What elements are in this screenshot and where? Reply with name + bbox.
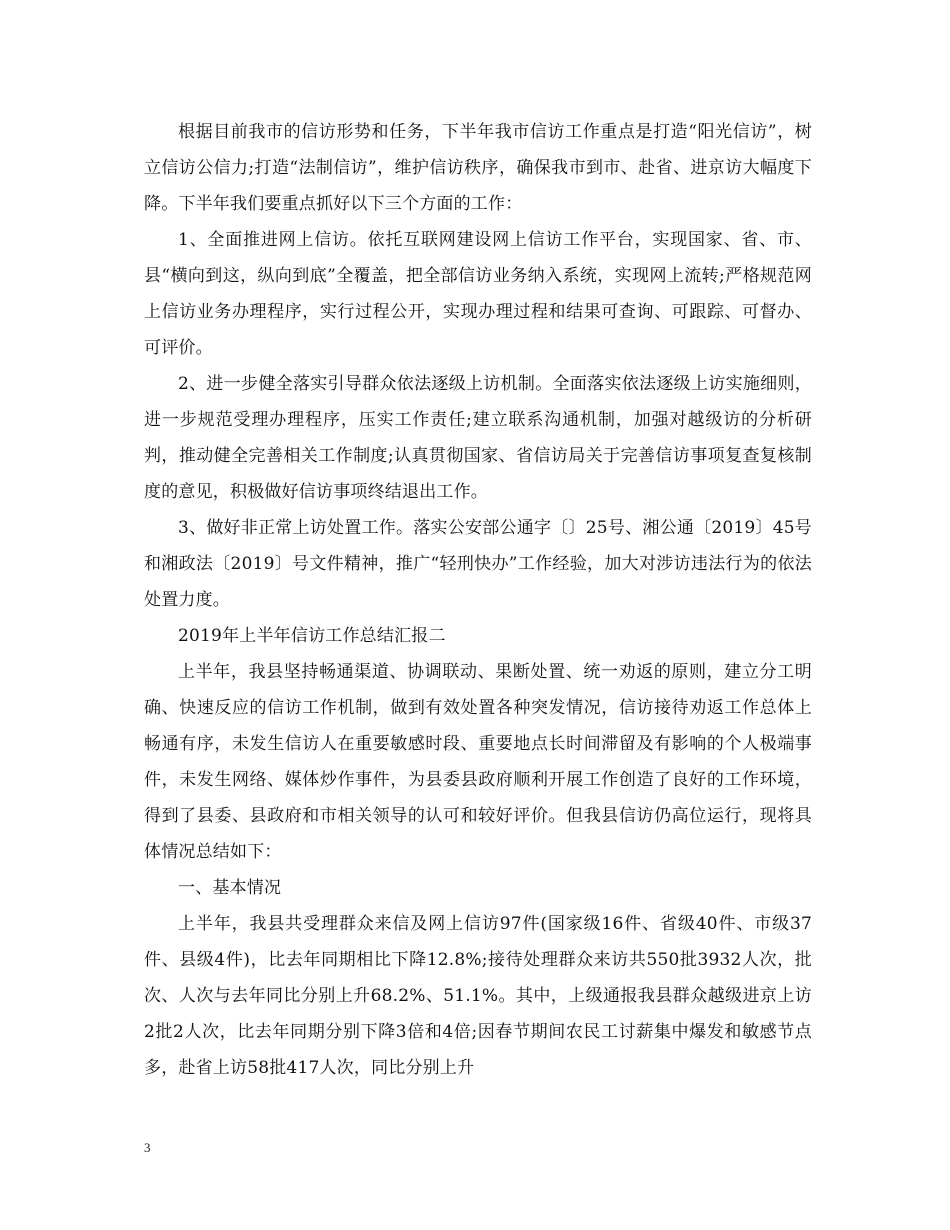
page-number: 3	[144, 1140, 151, 1155]
section-heading-report-two: 2019年上半年信访工作总结汇报二	[178, 626, 446, 646]
paragraph-item-3: 3、做好非正常上访处置工作。落实公安部公通字〔〕25号、湘公通〔2019〕45号和湘政法〔2019〕号文件精神，推广“轻刑快办”工作经验，加大对涉访违法行为的依法处置力度。	[144, 518, 812, 610]
section-heading-basic-situation: 一、基本情况	[178, 878, 282, 898]
paragraph-intro: 根据目前我市的信访形势和任务，下半年我市信访工作重点是打造“阳光信访”，树立信访公信力;打造“法制信访”，维护信访秩序，确保我市到市、赴省、进京访大幅度下降。下半年我们要重点抓好以下三个方面的工作：	[144, 122, 812, 214]
paragraph-item-2: 2、进一步健全落实引导群众依法逐级上访机制。全面落实依法逐级上访实施细则，进一步规范受理办理程序，压实工作责任;建立联系沟通机制，加强对越级访的分析研判，推动健全完善相关工作制度;认真贯彻国家、省信访局关于完善信访事项复查复核制度的意见，积极做好信访事项终结退出工作。	[144, 374, 812, 502]
paragraph-item-1: 1、全面推进网上信访。依托互联网建设网上信访工作平台，实现国家、省、市、县“横向到这，纵向到底”全覆盖，把全部信访业务纳入系统，实现网上流转;严格规范网上信访业务办理程序，实行过程公开，实现办理过程和结果可查询、可跟踪、可督办、可评价。	[144, 230, 812, 358]
document-body	[144, 114, 812, 1086]
paragraph-statistics: 上半年，我县共受理群众来信及网上信访97件(国家级16件、省级40件、市级37件、县级4件)，比去年同期相比下降12.8%;接待处理群众来访共550批3932人次，批次、人次与去年同比分别上升68.2%、51.1%。其中，上级通报我县群众越级进京上访2批2人次，比去年同期分别下降3倍和4倍;因春节期间农民工讨薪集中爆发和敏感节点多，赴省上访58批417人次，同比分别上升	[144, 914, 812, 1078]
paragraph-summary: 上半年，我县坚持畅通渠道、协调联动、果断处置、统一劝返的原则，建立分工明确、快速反应的信访工作机制，做到有效处置各种突发情况，信访接待劝返工作总体上畅通有序，未发生信访人在重要敏感时段、重要地点长时间滞留及有影响的个人极端事件，未发生网络、媒体炒作事件，为县委县政府顺利开展工作创造了良好的工作环境，得到了县委、县政府和市相关领导的认可和较好评价。但我县信访仍高位运行，现将具体情况总结如下：	[144, 662, 812, 862]
